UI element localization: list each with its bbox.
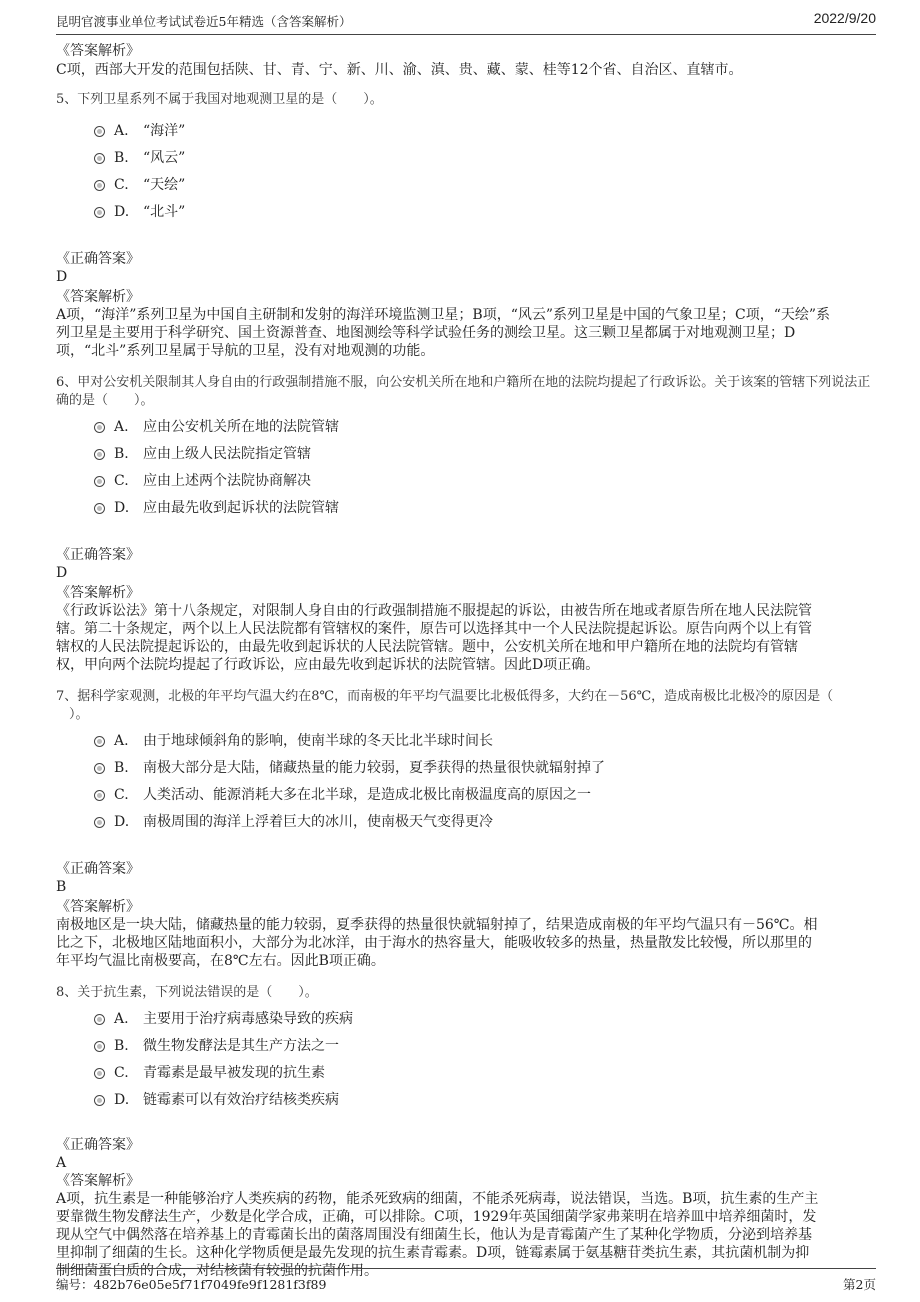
analysis-label: 《答案解析》	[56, 1173, 140, 1189]
option-text: “北斗”	[143, 204, 186, 220]
correct-answer: B	[56, 879, 67, 895]
option-letter: C.	[114, 787, 129, 803]
question-stem-line: 确的是（ ）。	[56, 393, 154, 408]
analysis-line: 制细菌蛋白质的合成，对结核菌有较强的抗菌作用。	[56, 1263, 378, 1279]
option-c[interactable]	[56, 782, 876, 809]
question-8	[56, 984, 876, 1280]
option-text: 人类活动、能源消耗大多在北半球，是造成北极比南极温度高的原因之一	[143, 787, 591, 803]
correct-answer-label: 《正确答案》	[56, 1137, 140, 1153]
option-letter: D.	[114, 1092, 130, 1108]
option-text: 应由上级人民法院指定管辖	[143, 446, 311, 462]
correct-answer: A	[56, 1155, 67, 1171]
radio-icon[interactable]	[94, 449, 105, 460]
document-code: 编号：482b76e05e5f71f7049fe9f1281f3f89	[56, 1277, 327, 1292]
radio-icon[interactable]	[94, 817, 105, 828]
page-number: 第2页	[843, 1277, 876, 1292]
option-text: 南极周围的海洋上浮着巨大的冰川，使南极天气变得更冷	[143, 814, 493, 830]
option-d[interactable]	[56, 809, 876, 836]
correct-answer-label: 《正确答案》	[56, 251, 140, 267]
analysis-text	[56, 306, 876, 360]
document-body	[56, 42, 876, 1280]
option-a[interactable]	[56, 1006, 876, 1033]
analysis-line: 年平均气温比南极要高，在8℃左右。因此B项正确。	[56, 953, 385, 969]
option-b[interactable]	[56, 145, 876, 172]
radio-icon[interactable]	[94, 153, 105, 164]
option-c[interactable]	[56, 172, 876, 199]
option-text: 由于地球倾斜角的影响，使南半球的冬天比北半球时间长	[143, 733, 493, 749]
radio-icon[interactable]	[94, 1068, 105, 1079]
correct-answer-label: 《正确答案》	[56, 547, 140, 563]
option-text: “天绘”	[143, 177, 186, 193]
option-letter: A.	[114, 733, 129, 749]
option-letter: D.	[114, 814, 130, 830]
option-text: “海洋”	[143, 123, 186, 139]
question-stem	[56, 91, 876, 118]
correct-answer: D	[56, 565, 68, 581]
option-c[interactable]	[56, 468, 876, 495]
radio-icon[interactable]	[94, 763, 105, 774]
option-letter: B.	[114, 760, 129, 776]
option-b[interactable]	[56, 1033, 876, 1060]
question-6	[56, 374, 876, 688]
option-b[interactable]	[56, 755, 876, 782]
option-text: 链霉素可以有效治疗结核类疾病	[143, 1092, 339, 1108]
option-a[interactable]	[56, 414, 876, 441]
option-letter: C.	[114, 177, 129, 193]
option-letter: A.	[114, 123, 129, 139]
radio-icon[interactable]	[94, 1095, 105, 1106]
option-letter: B.	[114, 1038, 129, 1054]
question-stem-line: 7、据科学家观测，北极的年平均气温大约在8℃，而南极的年平均气温要比北极低得多，大约在－56℃，造成南极比北极冷的原因是（	[56, 689, 834, 704]
correct-answer-label: 《正确答案》	[56, 861, 140, 877]
option-text: 应由最先收到起诉状的法院管辖	[143, 500, 339, 516]
document-date: 2022/9/20	[813, 10, 876, 26]
analysis-label: 《答案解析》	[56, 43, 140, 59]
analysis-line: A项，“海洋”系列卫星为中国自主研制和发射的海洋环境监测卫星；B项，“风云”系列卫星是中国的气象卫星；C项，“天绘”系	[56, 307, 831, 323]
analysis-line: 现从空气中偶然落在培养基上的青霉菌长出的菌落周围没有细菌生长，他认为是青霉菌产生了某种化学物质，分泌到培养基	[56, 1227, 812, 1243]
analysis-label: 《答案解析》	[56, 289, 140, 305]
question-stem-line: ）。	[56, 707, 89, 722]
radio-icon[interactable]	[94, 126, 105, 137]
analysis-text	[56, 602, 876, 674]
option-letter: C.	[114, 1065, 129, 1081]
option-letter: C.	[114, 473, 129, 489]
analysis-line: 辖。第二十条规定，两个以上人民法院都有管辖权的案件，原告可以选择其中一个人民法院提起诉讼。原告向两个以上有管	[56, 621, 812, 637]
radio-icon[interactable]	[94, 503, 105, 514]
radio-icon[interactable]	[94, 476, 105, 487]
question-stem	[56, 688, 876, 728]
analysis-line: 南极地区是一块大陆，储藏热量的能力较弱，夏季获得的热量很快就辐射掉了，结果造成南极的年平均气温只有－56℃。相	[56, 917, 818, 933]
option-text: 微生物发酵法是其生产方法之一	[143, 1038, 339, 1054]
analysis-line: 《行政诉讼法》第十八条规定，对限制人身自由的行政强制措施不服提起的诉讼，由被告所在地或者原告所在地人民法院管	[56, 603, 812, 619]
question-7	[56, 688, 876, 984]
option-b[interactable]	[56, 441, 876, 468]
page-header	[56, 10, 876, 35]
analysis-text	[56, 916, 876, 970]
analysis-text: C项，西部大开发的范围包括陕、甘、青、宁、新、川、渝、滇、贵、藏、蒙、桂等12个省、自治区、直辖市。	[56, 62, 743, 78]
option-a[interactable]	[56, 728, 876, 755]
radio-icon[interactable]	[94, 180, 105, 191]
question-stem-line: 6、甲对公安机关限制其人身自由的行政强制措施不服，向公安机关所在地和户籍所在地的法院均提起了行政诉讼。关于该案的管辖下列说法正	[56, 375, 871, 390]
question-stem-line: 8、关于抗生素，下列说法错误的是（ ）。	[56, 985, 318, 1000]
option-letter: B.	[114, 150, 129, 166]
analysis-line: 要靠微生物发酵法生产，少数是化学合成，正确，可以排除。C项，1929年英国细菌学家弗莱明在培养皿中培养细菌时，发	[56, 1209, 817, 1225]
correct-answer: D	[56, 269, 68, 285]
document-title: 昆明官渡事业单位考试试卷近5年精选（含答案解析）	[56, 14, 352, 29]
radio-icon[interactable]	[94, 1014, 105, 1025]
option-c[interactable]	[56, 1060, 876, 1087]
analysis-line: A项，抗生素是一种能够治疗人类疾病的药物，能杀死致病的细菌，不能杀死病毒，说法错误，当选。B项，抗生素的生产主	[56, 1191, 819, 1207]
analysis-text	[56, 1190, 876, 1280]
analysis-line: 列卫星是主要用于科学研究、国土资源普查、地图测绘等科学试验任务的测绘卫星。这三颗卫星都属于对地观测卫星；D	[56, 325, 796, 341]
option-text: 青霉素是最早被发现的抗生素	[143, 1065, 325, 1081]
radio-icon[interactable]	[94, 1041, 105, 1052]
option-text: “风云”	[143, 150, 186, 166]
option-text: 应由上述两个法院协商解决	[143, 473, 311, 489]
option-letter: A.	[114, 1011, 129, 1027]
option-letter: D.	[114, 204, 130, 220]
option-text: 南极大部分是大陆，储藏热量的能力较弱，夏季获得的热量很快就辐射掉了	[143, 760, 605, 776]
analysis-line: 辖权的人民法院提起诉讼的，由最先收到起诉状的人民法院管辖。题中，公安机关所在地和甲户籍所在地的法院均有管辖	[56, 639, 798, 655]
analysis-label: 《答案解析》	[56, 585, 140, 601]
option-letter: D.	[114, 500, 130, 516]
analysis-label: 《答案解析》	[56, 899, 140, 915]
question-5	[56, 91, 876, 374]
option-letter: B.	[114, 446, 129, 462]
analysis-line: 比之下，北极地区陆地面积小，大部分为北冰洋，由于海水的热容量大，能吸收较多的热量，热量散发比较慢，所以那里的	[56, 935, 812, 951]
radio-icon[interactable]	[94, 207, 105, 218]
option-d[interactable]	[56, 495, 876, 522]
option-d[interactable]	[56, 1087, 876, 1114]
radio-icon[interactable]	[94, 736, 105, 747]
analysis-line: 项，“北斗”系列卫星属于导航的卫星，没有对地观测的功能。	[56, 343, 435, 359]
radio-icon[interactable]	[94, 790, 105, 801]
radio-icon[interactable]	[94, 422, 105, 433]
page-footer	[56, 1268, 876, 1293]
question-stem-line: 5、下列卫星系列不属于我国对地观测卫星的是（ ）。	[56, 92, 383, 107]
option-d[interactable]	[56, 199, 876, 226]
option-a[interactable]	[56, 118, 876, 145]
option-text: 主要用于治疗病毒感染导致的疾病	[143, 1011, 353, 1027]
option-letter: A.	[114, 419, 129, 435]
analysis-line: 权，甲向两个法院均提起了行政诉讼，应由最先收到起诉状的法院管辖。因此D项正确。	[56, 657, 600, 673]
question-stem	[56, 984, 876, 1006]
analysis-line: 里抑制了细菌的生长。这种化学物质便是最先发现的抗生素青霉素。D项，链霉素属于氨基糖苷类抗生素，其抗菌机制为抑	[56, 1245, 810, 1261]
question-stem	[56, 374, 876, 414]
option-text: 应由公安机关所在地的法院管辖	[143, 419, 339, 435]
